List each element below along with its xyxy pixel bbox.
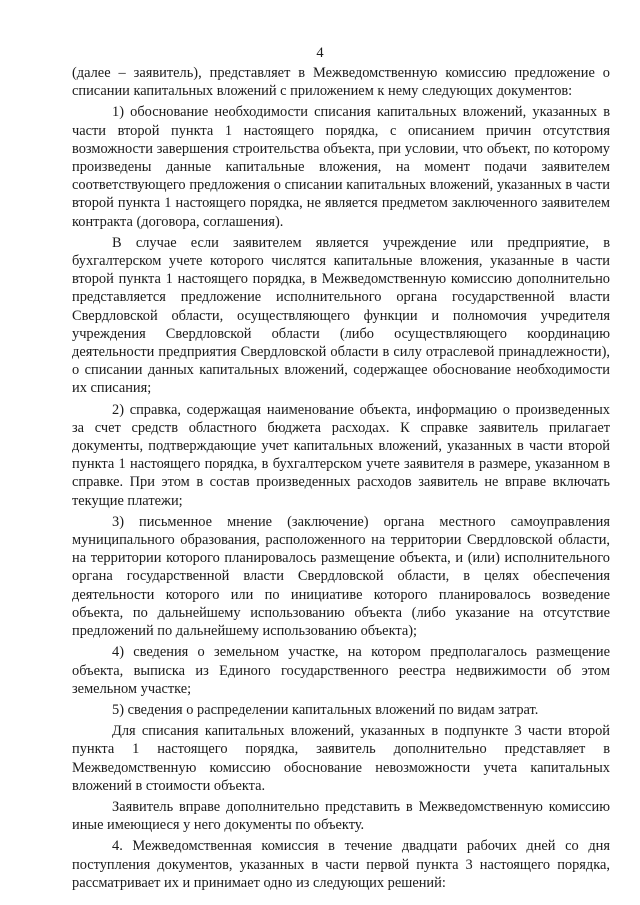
page-number: 4 — [316, 45, 324, 61]
paragraph-item-2-certificate: 2) справка, содержащая наименование объекта, информацию о произведенных за счет средств областного бюджета расходах. К справке заявитель прилагает документы, подтверждающие учет капитальных вложений, указанных в части второй пункта 1 настоящего порядка, в бухгалтерском учете заявителя в размере, указанном в справке. При этом в состав произведенных расходов заявитель не вправе включать текущие платежи; — [72, 401, 610, 509]
document-body — [72, 64, 610, 892]
paragraph-institution-case: В случае если заявителем является учреждение или предприятие, в бухгалтерском учете которого числятся капитальные вложения, указанные в части второй пункта 1 настоящего порядка, в Межведомственную комиссию дополнительно представляется предложение исполнительного органа государственной власти Свердловской области, осуществляющего функции и полномочия учредителя учреждения Свердловской области (либо осуществляющего координацию деятельности предприятия Свердловской области в силу отраслевой принадлежности), о списании данных капитальных вложений, содержащее обоснование необходимости их списания; — [72, 234, 610, 397]
paragraph-item-5-cost-distribution: 5) сведения о распределении капитальных вложений по видам затрат. — [112, 701, 539, 718]
paragraph-additional-documents: Заявитель вправе дополнительно представить в Межведомственную комиссию иные имеющиеся у него документы по объекту. — [72, 798, 610, 834]
paragraph-applicant-intro: (далее – заявитель), представляет в Межведомственную комиссию предложение о списании капитальных вложений с приложением к нему следующих документов: — [72, 65, 610, 100]
paragraph-section-4-commission: 4. Межведомственная комиссия в течение двадцати рабочих дней со дня поступления документов, указанных в части первой пункта 3 настоящего порядка, рассматривает их и принимает одно из следующих решений: — [72, 838, 610, 891]
paragraph-item-3-written-opinion: 3) письменное мнение (заключение) органа местного самоуправления муниципального образования, расположенного на территории Свердловской области, на территории которого планировалось размещение объекта, и (или) исполнительного органа государственной власти Свердловской области, в целях обеспечения деятельности которого или по инициативе которого планировалось возведение объекта, по дальнейшему использованию объекта (либо указание на отсутствие предложений по дальнейшему использованию объекта); — [72, 513, 610, 640]
paragraph-item-1-justification: 1) обоснование необходимости списания капитальных вложений, указанных в части второй пункта 1 настоящего порядка, с описанием причин отсутствия возможности завершения строительства объекта, при условии, что объект, по которому произведены данные капитальные вложения, на момент подачи заявителем соответствующего предложения о списании капитальных вложений, указанных в части второй пункта 1 настоящего порядка, не является предметом заключенного заявителем контракта (договора, соглашения). — [72, 104, 610, 230]
paragraph-subitem-3-justification: Для списания капитальных вложений, указанных в подпункте 3 части второй пункта 1 настоящего порядка, заявитель дополнительно представляет в Межведомственную комиссию обоснование невозможности учета капитальных вложений в стоимости объекта. — [72, 723, 610, 794]
paragraph-item-4-land-plot: 4) сведения о земельном участке, на котором предполагалось размещение объекта, выписка из Единого государственного реестра недвижимости об этом земельном участке; — [72, 644, 610, 697]
